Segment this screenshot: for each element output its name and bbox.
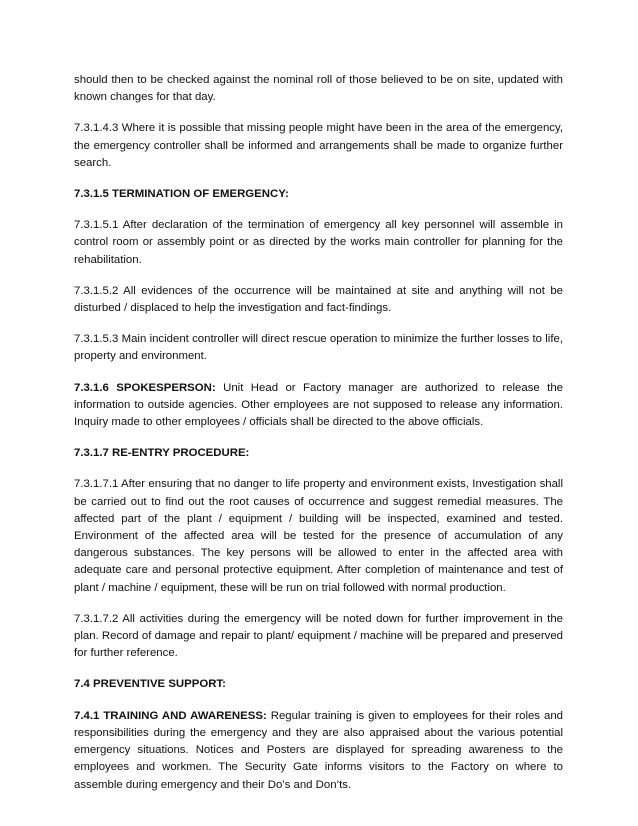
paragraph-nominal-roll: should then to be checked against the nominal roll of those believed to be on site, updated with known changes for that day. [74, 74, 563, 104]
training-awareness-heading: 7.4.1 TRAINING AND AWARENESS: [74, 709, 267, 722]
paragraph-7-3-1-5-3: 7.3.1.5.3 Main incident controller will direct rescue operation to minimize the further losses to life, property and environment. [74, 333, 563, 363]
paragraph-training-awareness [74, 708, 563, 794]
heading-preventive-support: 7.4 PREVENTIVE SUPPORT: [74, 678, 226, 691]
heading-re-entry-procedure: 7.3.1.7 RE-ENTRY PROCEDURE: [74, 447, 250, 460]
document-page [74, 72, 563, 808]
heading-termination-of-emergency: 7.3.1.5 TERMINATION OF EMERGENCY: [74, 188, 289, 201]
paragraph-7-3-1-7-1: 7.3.1.7.1 After ensuring that no danger to life property and environment exists, Investigation shall be carried out to find out the root causes of occurrence and suggest remedial measures. The affected part of the plant / equipment / building will be inspected, examined and tested. Environment of the affected area will be tested for the presence of accumulation of any dangerous substances. The key persons will be allowed to enter in the affected area with adequate care and personal protective equipment. After completion of maintenance and test of plant / machine / equipment, these will be run on trial followed with normal production. [74, 478, 563, 594]
paragraph-7-3-1-4-3: 7.3.1.4.3 Where it is possible that missing people might have been in the area of the emergency, the emergency controller shall be informed and arrangements shall be made to organize further search. [74, 122, 563, 169]
paragraph-7-3-1-7-2: 7.3.1.7.2 All activities during the emergency will be noted down for further improvement in the plan. Record of damage and repair to plant/ equipment / machine will be prepared and preserved for further reference. [74, 612, 563, 660]
spokesperson-heading: 7.3.1.6 SPOKESPERSON: [74, 381, 216, 394]
paragraph-7-3-1-5-1: 7.3.1.5.1 After declaration of the termination of emergency all key personnel will assemble in control room or assembly point or as directed by the works main controller for planning for the rehabilitation. [74, 219, 563, 266]
paragraph-spokesperson [74, 380, 563, 432]
paragraph-7-3-1-5-2: 7.3.1.5.2 All evidences of the occurrence will be maintained at site and anything will not be disturbed / displaced to help the investigation and fact-findings. [74, 284, 563, 315]
training-awareness-text: Regular training is given to employees for their roles and responsibilities during the emergency and they are also appraised about the various potential emergency situations. Notices and Posters are displayed for spreading awareness to the employees and workmen. The Security Gate informs visitors to the Factory on where to assemble during emergency and their Do’s and Don’ts. [74, 709, 563, 791]
spokesperson-text: Unit Head or Factory manager are authorized to release the information to outside agencies. Other employees are not supposed to release any information. Inquiry made to other employees / officials shall be directed to the above officials. [74, 381, 563, 429]
